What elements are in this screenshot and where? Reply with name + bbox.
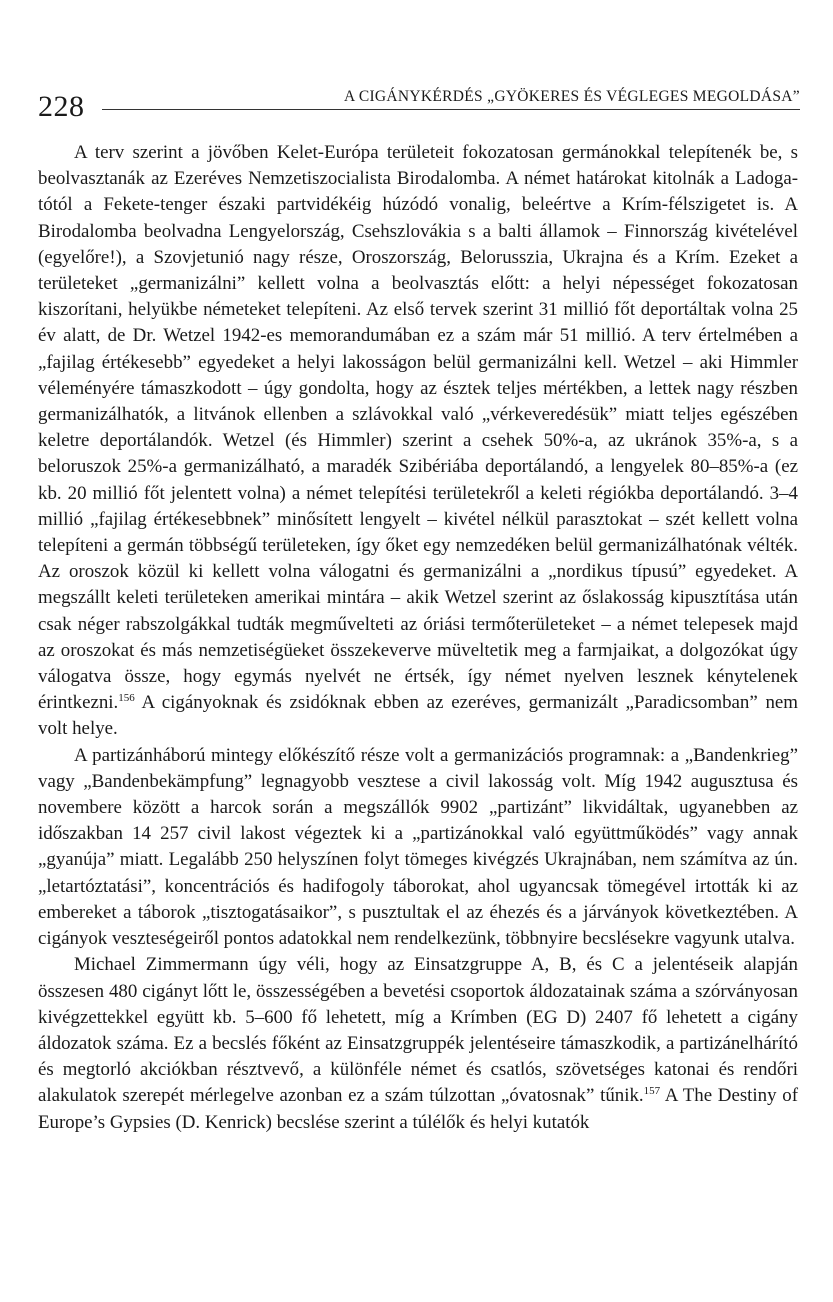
header-rule: [102, 109, 800, 110]
paragraph-text-tail: A cigányoknak és zsidóknak ebben az ezeréves, germanizált „Paradicsomban” nem volt helye.: [38, 692, 798, 740]
paragraph-text: Michael Zimmermann úgy véli, hogy az Einsatzgruppe A, B, és C a jelentéseik alapján összesen 480 cigányt lőtt le, összességében a bevetési csoportok áldozatainak száma a szórványosan kivégzettekkel együtt kb. 5–600 fő lehetett, míg a Krímben (EG D) 2407 fő lehetett a cigány áldozatok száma. Ez a becslés főként az Einsatzgruppék jelentéseire támaszkodik, a partizánelhárító és megtorló akciókban résztvevő, a különféle német és csatlós, szövetséges katonai és rendőri alakulatok szerepét mérlegelve azonban ez a szám túlzottan „óvatosnak” tűnik.: [38, 954, 798, 1107]
paragraph: [38, 952, 798, 1135]
body-text: [38, 140, 798, 1136]
page-header: [38, 86, 800, 126]
paragraph: [38, 140, 798, 743]
paragraph-text: A terv szerint a jövőben Kelet-Európa területeit fokozatosan germánokkal telepítenék be, s beolvasztanák az Ezeréves Nemzetiszocialista Birodalomba. A német határokat kitolnák a Ladoga-tótól a Fekete-tenger északi partvidékéig húzódó vonalig, beleértve a Krím-félszigetet is. A Birodalomba beolvadna Lengyelország, Csehszlovákia s a balti államok – Finnország kivételével (egyelőre!), a Szovjetunió nagy része, Oroszország, Belorusszia, Ukrajna és a Krím. Ezeket a területeket „germanizálni” kellett volna a beolvasztás előtt: a helyi népességet fokozatosan kiszorítani, helyükbe németeket telepíteni. Az első tervek szerint 31 millió főt deportáltak volna 25 év alatt, de Dr. Wetzel 1942-es memorandumában ez a szám már 51 millió. A terv értelmében a „fajilag értékesebb” egyedeket a helyi lakosságon belül germanizálni kell. Wetzel – aki Himmler véleményére támaszkodott – úgy gondolta, hogy az észtek teljes mértékben, a lettek nagy részben germanizálhatók, a litvánok ellenben a szlávokkal való „vérkeveredésük” miatt teljes egészében keletre deportálandók. Wetzel (és Himmler) szerint a csehek 50%-a, az ukránok 35%-a, s a beloruszok 25%-a germanizálható, a maradék Szibériába deportálandó, a lengyelek 80–85%-a (ez kb. 20 millió főt jelentett volna) a német telepítési területekről a keleti régiókba deportálandó. 3–4 millió „fajilag értékesebbnek” minősített lengyelt – kivétel nélkül parasztokat – szét kellett volna telepíteni a germán többségű területeken, így őket egy nemzedéken belül germanizálhatónak vélték. Az oroszok közül ki kellett volna válogatni és germanizálni a „nordikus típusú” egyedeket. A megszállt keleti területeken amerikai mintára – akik Wetzel szerint az őslakosság kipusztítása után csak néger rabszolgákkal tudták megművelteti az óriási termőterületeket – a német telepesek majd az oroszokat és más nemzetiségüeket összekeverve müveltetik meg a farmjaikat, a dolgozókat úgy válogatva össze, hogy egymás nyelvét ne értsék, így német nyelven lesznek kénytelenek érintkezni.: [38, 142, 798, 714]
paragraph-text-tail: A The Destiny of Europe’s Gypsies (D. Kenrick) becslése szerint a túlélők és helyi kutatók: [38, 1085, 799, 1133]
paragraph: [38, 743, 798, 953]
footnote-ref: 156: [118, 692, 135, 705]
footnote-ref: 157: [643, 1085, 661, 1098]
paragraph-text: A partizánháború mintegy előkészítő része volt a germanizációs programnak: a „Bandenkrieg” vagy „Bandenbekämpfung” legnagyobb vesztese a civil lakosság volt. Míg 1942 augusztusa és novembere között a harcok során a megszállók 9902 „partizánt” likvidáltak, ugyanebben az időszakban 14 257 civil lakost végeztek ki a „partizánokkal való együttműködés” vagy annak „gyanúja” miatt. Legalább 250 helyszínen folyt tömeges kivégzés Ukrajnában, nem számítva az ún. „letartóztatási”, koncentrációs és hadifogoly táborokat, ahol ugyancsak tömegével irtották ki az embereket a táborok „tisztogatásaikor”, s pusztultak el az éhezés és a járványok következtében. A cigányok veszteségeiről pontos adatokkal nem rendelkezünk, többnyire becslésekre vagyunk utalva.: [38, 744, 798, 950]
page-number: 228: [38, 90, 85, 123]
running-title: A CIGÁNYKÉRDÉS „GYÖKERES ÉS VÉGLEGES MEGOLDÁSA”: [344, 88, 800, 105]
